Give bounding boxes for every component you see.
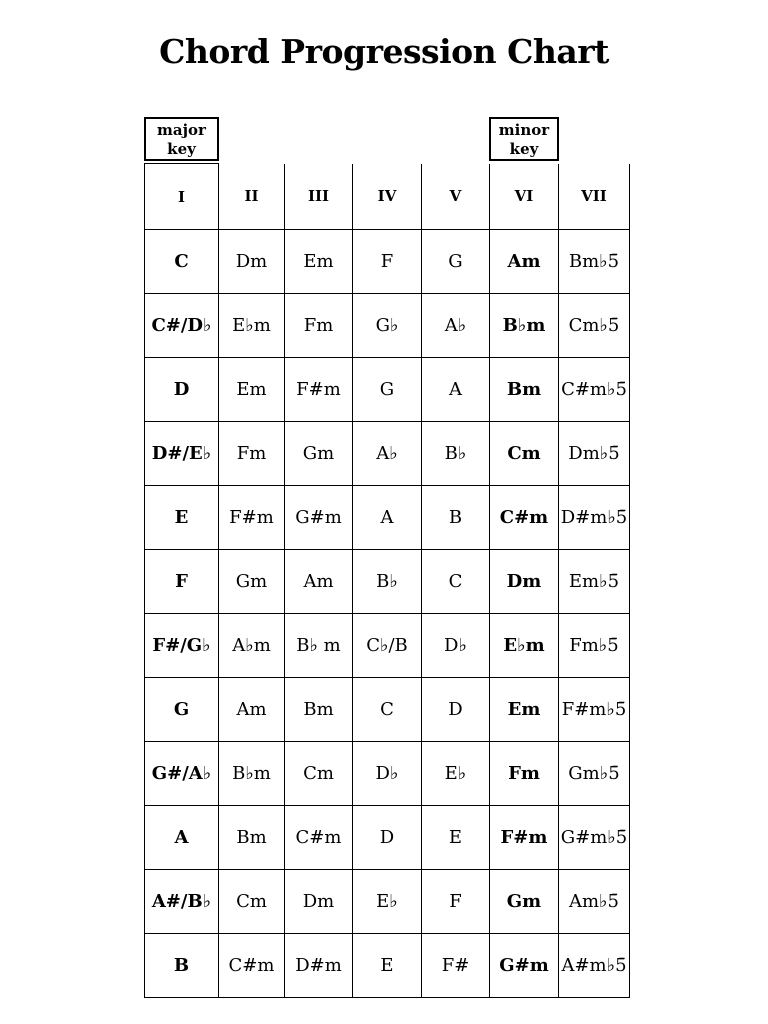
major-key-cell: D#/E♭ xyxy=(145,422,219,486)
chord-cell: G xyxy=(353,358,422,422)
minor-key-cell: C#m xyxy=(490,486,559,550)
degree-header: II xyxy=(219,164,285,230)
chord-cell: Fm♭5̄ xyxy=(559,614,630,678)
major-key-cell: C#/D♭ xyxy=(145,294,219,358)
chord-cell: A♭ xyxy=(353,422,422,486)
major-key-label xyxy=(144,117,219,161)
chord-cell: G xyxy=(422,230,490,294)
minor-key-cell: Dm xyxy=(490,550,559,614)
chord-cell: Gm♭5̄ xyxy=(559,742,630,806)
chord-cell: B xyxy=(422,486,490,550)
chord-cell: G#m xyxy=(285,486,353,550)
chord-cell: A♭m xyxy=(219,614,285,678)
chord-cell: Bm xyxy=(285,678,353,742)
chord-cell: Bm xyxy=(219,806,285,870)
minor-key-cell: E♭m xyxy=(490,614,559,678)
minor-key-cell: Gm xyxy=(490,870,559,934)
chord-table xyxy=(144,163,630,998)
table-row xyxy=(145,550,630,614)
chord-cell: Gm xyxy=(219,550,285,614)
chord-cell: Dm xyxy=(285,870,353,934)
chord-cell: C#m♭5̄ xyxy=(559,358,630,422)
degree-header: VII xyxy=(559,164,630,230)
degree-header: IV xyxy=(353,164,422,230)
chord-cell: F xyxy=(353,230,422,294)
chord-cell: Cm xyxy=(285,742,353,806)
minor-key-cell: Am xyxy=(490,230,559,294)
minor-key-cell: G#m xyxy=(490,934,559,998)
minor-key-cell: Em xyxy=(490,678,559,742)
chord-cell: Am xyxy=(285,550,353,614)
major-key-cell: B xyxy=(145,934,219,998)
chord-cell: Dm♭5̄ xyxy=(559,422,630,486)
chord-cell: F xyxy=(422,870,490,934)
major-key-cell: F xyxy=(145,550,219,614)
minor-key-label-line2: key xyxy=(509,140,539,158)
chord-cell: D xyxy=(422,678,490,742)
major-key-cell: C xyxy=(145,230,219,294)
chord-cell: Am♭5̄ xyxy=(559,870,630,934)
chord-cell: D♭ xyxy=(353,742,422,806)
chord-cell: Dm xyxy=(219,230,285,294)
chord-cell: Em xyxy=(219,358,285,422)
chord-cell: Bm♭5̄ xyxy=(559,230,630,294)
degree-header: III xyxy=(285,164,353,230)
chord-cell: F#m♭5̄ xyxy=(559,678,630,742)
major-key-cell: A xyxy=(145,806,219,870)
chord-cell: F#m xyxy=(219,486,285,550)
table-row xyxy=(145,806,630,870)
chord-cell: Am xyxy=(219,678,285,742)
chord-cell: E♭m xyxy=(219,294,285,358)
chord-cell: C#m xyxy=(219,934,285,998)
table-row xyxy=(145,422,630,486)
major-key-cell: E xyxy=(145,486,219,550)
minor-key-label-line1: minor xyxy=(498,121,550,139)
chord-cell: B♭ m xyxy=(285,614,353,678)
chord-cell: G#m♭5̄ xyxy=(559,806,630,870)
chord-cell: E♭ xyxy=(353,870,422,934)
table-row xyxy=(145,358,630,422)
chord-cell: C xyxy=(422,550,490,614)
chord-cell: C#m xyxy=(285,806,353,870)
table-row xyxy=(145,742,630,806)
table-row xyxy=(145,294,630,358)
chord-cell: G♭ xyxy=(353,294,422,358)
chord-cell: E xyxy=(353,934,422,998)
major-key-cell: G#/A♭ xyxy=(145,742,219,806)
chord-cell: D♭ xyxy=(422,614,490,678)
chord-cell: Gm xyxy=(285,422,353,486)
degree-header: VI xyxy=(490,164,559,230)
chord-cell: Cm xyxy=(219,870,285,934)
chord-cell: A#m♭5̄ xyxy=(559,934,630,998)
table-row xyxy=(145,614,630,678)
chord-cell: Em xyxy=(285,230,353,294)
chord-cell: D#m xyxy=(285,934,353,998)
chord-cell: B♭ xyxy=(422,422,490,486)
chord-cell: F#m xyxy=(285,358,353,422)
chord-cell: B♭m xyxy=(219,742,285,806)
major-key-label-line2: key xyxy=(167,140,196,158)
chord-cell: E xyxy=(422,806,490,870)
major-key-cell: D xyxy=(145,358,219,422)
chord-cell: D#m♭5̄ xyxy=(559,486,630,550)
chord-cell: E♭ xyxy=(422,742,490,806)
degree-header-row xyxy=(145,164,630,230)
minor-key-cell: F#m xyxy=(490,806,559,870)
minor-key-cell: B♭m xyxy=(490,294,559,358)
major-key-cell: G xyxy=(145,678,219,742)
chord-cell: Em♭5̄ xyxy=(559,550,630,614)
table-row xyxy=(145,230,630,294)
chord-cell: F# xyxy=(422,934,490,998)
chord-cell: A xyxy=(422,358,490,422)
minor-key-cell: Cm xyxy=(490,422,559,486)
chord-cell: Fm xyxy=(219,422,285,486)
table-row xyxy=(145,678,630,742)
table-row xyxy=(145,486,630,550)
chord-cell: Fm xyxy=(285,294,353,358)
major-key-label-line1: major xyxy=(157,121,206,139)
minor-key-cell: Fm xyxy=(490,742,559,806)
degree-header: V xyxy=(422,164,490,230)
chord-cell: C♭/B xyxy=(353,614,422,678)
chord-cell: C xyxy=(353,678,422,742)
chord-cell: Cm♭5̄ xyxy=(559,294,630,358)
table-row xyxy=(145,870,630,934)
major-key-cell: F#/G♭ xyxy=(145,614,219,678)
chord-cell: D xyxy=(353,806,422,870)
chord-cell: B♭ xyxy=(353,550,422,614)
chord-cell: A xyxy=(353,486,422,550)
minor-key-cell: Bm xyxy=(490,358,559,422)
major-key-cell: A#/B♭ xyxy=(145,870,219,934)
minor-key-label xyxy=(489,117,559,161)
table-row xyxy=(145,934,630,998)
chord-cell: A♭ xyxy=(422,294,490,358)
page-title: Chord Progression Chart xyxy=(159,32,609,71)
degree-header: I xyxy=(145,164,219,230)
